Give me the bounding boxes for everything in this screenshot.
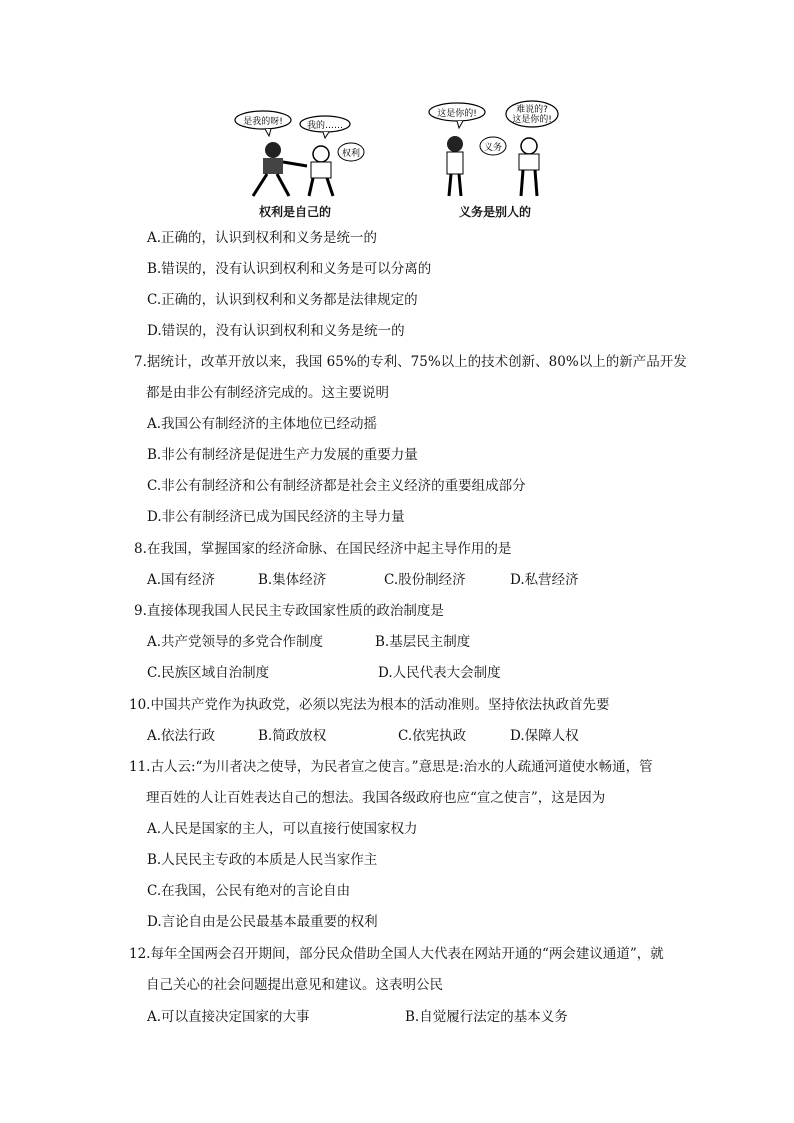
q6-option-b: B.错误的，没有认识到权利和义务是可以分离的 bbox=[147, 261, 432, 277]
q12-option-a: A.可以直接决定国家的大事 bbox=[147, 1009, 310, 1025]
rights-drawing bbox=[225, 100, 365, 200]
q9-stem: 9.直接体现我国人民民主专政国家性质的政治制度是 bbox=[134, 603, 444, 619]
q10-option-a: A.依法行政 bbox=[147, 728, 216, 744]
q8-option-d: D.私营经济 bbox=[510, 572, 579, 588]
q7-option-c: C.非公有制经济和公有制经济都是社会主义经济的重要组成部分 bbox=[147, 478, 526, 494]
q10-option-c: C.依宪执政 bbox=[398, 728, 467, 744]
right-caption: 义务是别人的 bbox=[458, 205, 531, 219]
q9-option-a: A.共产党领导的多党合作制度 bbox=[147, 634, 324, 650]
q12-option-b: B.自觉履行法定的基本义务 bbox=[405, 1009, 568, 1025]
q9-option-d: D.人民代表大会制度 bbox=[378, 665, 501, 681]
q10-option-d: D.保障人权 bbox=[510, 728, 579, 744]
q6-option-a: A.正确的，认识到权利和义务是统一的 bbox=[147, 230, 378, 246]
cartoon-rights bbox=[225, 100, 365, 220]
q9-option-b: B.基层民主制度 bbox=[375, 634, 471, 650]
right-bubble-2a: 难说的? bbox=[516, 105, 548, 115]
right-bubble-1: 这是你的! bbox=[437, 109, 477, 119]
right-bubble-2b: 这是你的! bbox=[512, 115, 552, 125]
q12-stem-line2: 自己关心的社会问题提出意见和建议。这表明公民 bbox=[146, 977, 443, 993]
q7-stem-line2: 都是由非公有制经济完成的。这主要说明 bbox=[146, 385, 389, 401]
right-tag: 义务 bbox=[483, 143, 503, 153]
q12-stem-line1: 12.每年全国两会召开期间，部分民众借助全国人大代表在网站开通的“两会建议通道”，就 bbox=[129, 946, 664, 962]
q7-option-b: B.非公有制经济是促进生产力发展的重要力量 bbox=[147, 447, 418, 463]
cartoon-duties bbox=[425, 100, 565, 220]
q7-option-a: A.我国公有制经济的主体地位已经动摇 bbox=[147, 416, 378, 432]
left-bubble-2: 我的…… bbox=[306, 121, 344, 131]
q6-option-d: D.错误的，没有认识到权利和义务是统一的 bbox=[147, 323, 405, 339]
q8-option-c: C.股份制经济 bbox=[384, 572, 466, 588]
q10-stem: 10.中国共产党作为执政党，必须以宪法为根本的活动准则。坚持依法执政首先要 bbox=[129, 697, 610, 713]
q11-stem-line1: 11.古人云:“为川者决之使导，为民者宣之使言。”意思是:治水的人疏通河道使水畅通，管 bbox=[129, 759, 653, 775]
q11-option-b: B.人民民主专政的本质是人民当家作主 bbox=[147, 852, 378, 868]
left-caption: 权利是自己的 bbox=[258, 205, 331, 219]
cartoon-illustration bbox=[225, 100, 565, 225]
q11-stem-line2: 理百姓的人让百姓表达自己的想法。我国各级政府也应“宣之使言”，这是因为 bbox=[146, 790, 606, 806]
q11-option-a: A.人民是国家的主人，可以直接行使国家权力 bbox=[147, 821, 418, 837]
duties-drawing bbox=[425, 100, 565, 200]
q11-option-d: D.言论自由是公民最基本最重要的权利 bbox=[147, 914, 378, 930]
q7-option-d: D.非公有制经济已成为国民经济的主导力量 bbox=[147, 509, 405, 525]
q10-option-b: B.简政放权 bbox=[258, 728, 327, 744]
q8-stem: 8.在我国，掌握国家的经济命脉、在国民经济中起主导作用的是 bbox=[134, 541, 512, 557]
q8-option-a: A.国有经济 bbox=[147, 572, 216, 588]
q9-option-c: C.民族区域自治制度 bbox=[147, 665, 270, 681]
q7-stem-line1: 7.据统计，改革开放以来，我国 65%的专利、75%以上的技术创新、80%以上的新产品开发 bbox=[134, 354, 687, 370]
q8-option-b: B.集体经济 bbox=[258, 572, 327, 588]
q11-option-c: C.在我国，公民有绝对的言论自由 bbox=[147, 883, 351, 899]
left-bubble-1: 是我的呀! bbox=[243, 117, 283, 127]
q6-option-c: C.正确的，认识到权利和义务都是法律规定的 bbox=[147, 292, 418, 308]
left-tag: 权利 bbox=[341, 149, 361, 159]
